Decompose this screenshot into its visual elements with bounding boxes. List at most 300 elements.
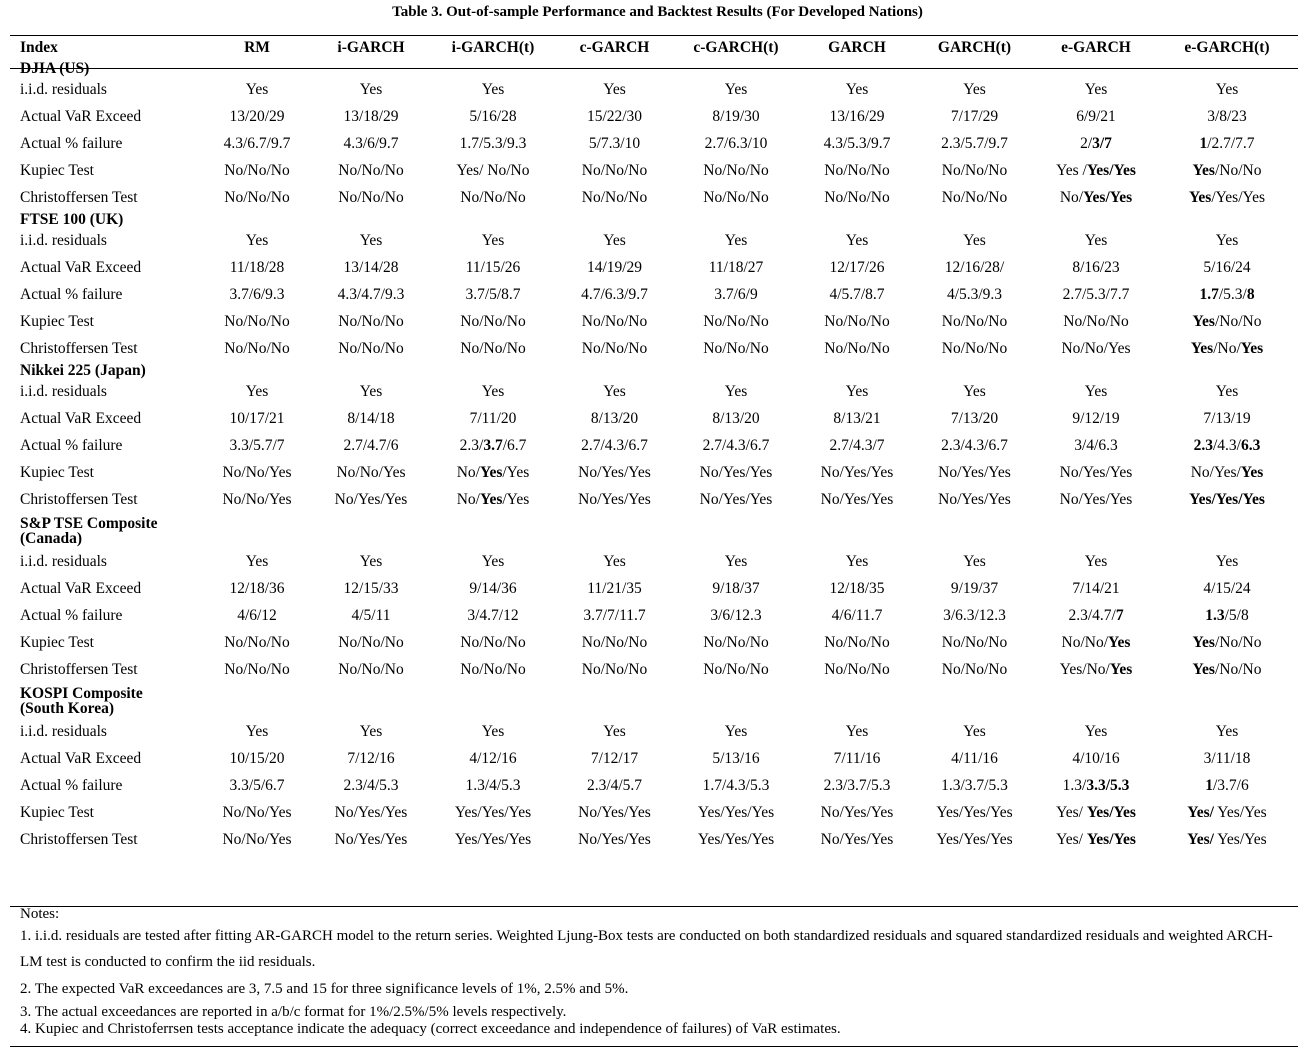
table-cell: No/No/Yes [222, 830, 292, 848]
table-cell: Yes [603, 382, 626, 400]
group-name: DJIA (US) [20, 59, 90, 77]
table-cell: Yes [724, 722, 748, 740]
row-label: Kupiec Test [20, 312, 94, 330]
table-cell: No/No/No [338, 339, 404, 357]
table-cell: 12/18/35 [829, 579, 885, 597]
notes-bottom-rule [10, 1046, 1298, 1047]
table-cell: Yes [603, 722, 626, 740]
group-row [10, 362, 1298, 378]
table-cell: Yes/ Yes/Yes [1056, 830, 1136, 848]
table-cell: 14/19/29 [586, 258, 643, 276]
table-cell: 3.7/7/11.7 [583, 606, 646, 624]
table-cell: 3.3/5.7/7 [229, 436, 285, 454]
group-name: Nikkei 225 (Japan) [20, 361, 146, 379]
table-cell: Yes/Yes/Yes [936, 803, 1013, 821]
table-cell: 10/15/20 [229, 749, 285, 767]
row-label: i.i.d. residuals [20, 382, 107, 400]
table-row [10, 157, 1298, 184]
table-cell: 3/4/6.3 [1074, 436, 1118, 454]
table-cell: Yes [603, 231, 626, 249]
group-label [10, 362, 1298, 378]
table-cell: 2.3/4.3/6.3 [1193, 436, 1261, 454]
table-cell: 2.7/5.3/7.7 [1062, 285, 1130, 303]
table-cell: No/Yes/Yes [578, 463, 651, 481]
table-cell: 7/17/29 [950, 107, 999, 125]
table-cell: Yes [1084, 231, 1108, 249]
table-cell: 4/5.3/9.3 [946, 285, 1003, 303]
table-cell: 2.7/4.3/6.7 [581, 436, 648, 454]
table-row [10, 602, 1298, 629]
table-row [10, 281, 1298, 308]
table-cell: Yes [245, 382, 269, 400]
group-name: FTSE 100 (UK) [20, 210, 124, 228]
table-cell: 2.3/4.3/6.7 [941, 436, 1008, 454]
table-cell: No/Yes/Yes [334, 803, 408, 821]
table-cell: No/No/No [581, 312, 648, 330]
table-cell: 8/19/30 [712, 107, 760, 125]
table-row [10, 76, 1298, 103]
table-cell: Yes [1084, 722, 1108, 740]
table-row [10, 405, 1298, 432]
table-cell: No/No/No [581, 660, 648, 678]
table-cell: 2.7/4.3/7 [829, 436, 885, 454]
row-label: i.i.d. residuals [20, 231, 107, 249]
table-cell: 4/10/16 [1072, 749, 1120, 767]
table-cell: No/No/No [581, 633, 648, 651]
row-label: Christoffersen Test [20, 490, 138, 508]
table-cell: Yes [359, 552, 383, 570]
table-cell: Yes/No/No [1192, 633, 1262, 651]
table-cell: No/Yes/Yes [699, 490, 773, 508]
header-row [10, 35, 1298, 60]
table-cell: Yes /Yes/Yes [1056, 161, 1136, 179]
table-cell: 8/13/20 [590, 409, 639, 427]
table-row [10, 459, 1298, 486]
table-cell: No/No/No [460, 312, 526, 330]
table-cell: No/Yes/Yes [699, 463, 773, 481]
table-cell: Yes [724, 80, 748, 98]
table-cell: Yes [481, 552, 505, 570]
row-label: Actual % failure [20, 776, 123, 794]
table-cell: 8/16/23 [1072, 258, 1120, 276]
table-cell: 4/6/12 [237, 606, 277, 624]
table-cell: Yes/Yes/Yes [454, 830, 532, 848]
row-label: Actual VaR Exceed [20, 107, 142, 125]
table-cell: Yes [245, 231, 269, 249]
table-row [10, 227, 1298, 254]
table-cell: Yes [963, 552, 986, 570]
table-cell: No/Yes/Yes [578, 830, 651, 848]
table-cell: 3/11/18 [1203, 749, 1251, 767]
table-cell: 7/11/20 [469, 409, 517, 427]
row-label: Christoffersen Test [20, 188, 138, 206]
table-cell: 13/16/29 [829, 107, 885, 125]
table-cell: No/No/No [824, 633, 890, 651]
header-cell: e-GARCH(t) [1184, 38, 1270, 56]
header-cell-index: Index [20, 38, 58, 56]
table-cell: 2.3/4/5.3 [343, 776, 399, 794]
table-cell: No/No/No [703, 633, 769, 651]
table-cell: No/No/No [824, 161, 890, 179]
table-cell: 1/3.7/6 [1205, 776, 1249, 794]
table-row [10, 575, 1298, 602]
table-cell: 12/17/26 [829, 258, 885, 276]
header-cell: e-GARCH [1061, 38, 1131, 56]
table-cell: No/Yes/Yes [456, 463, 530, 481]
table-cell: 2.3/5.7/9.7 [941, 134, 1008, 152]
table-cell: 7/12/17 [590, 749, 639, 767]
table-cell: 5/16/28 [469, 107, 517, 125]
table-cell: Yes [845, 722, 869, 740]
row-label: Actual % failure [20, 134, 123, 152]
table-cell: 3.7/6/9.3 [229, 285, 285, 303]
row-label: Christoffersen Test [20, 830, 138, 848]
table-cell: No/Yes/Yes [334, 490, 408, 508]
table-cell: 5/13/16 [712, 749, 760, 767]
row-label: Actual VaR Exceed [20, 579, 142, 597]
table-cell: 4.3/6/9.7 [343, 134, 399, 152]
table-cell: No/No/No [224, 161, 290, 179]
table-cell: Yes [724, 382, 748, 400]
table-cell: No/No/No [941, 339, 1008, 357]
table-cell: Yes [724, 552, 748, 570]
table-cell: 7/12/16 [347, 749, 395, 767]
table-row [10, 745, 1298, 772]
table-row [10, 656, 1298, 683]
table-cell: Yes [359, 231, 383, 249]
header-cell: c-GARCH(t) [693, 38, 779, 56]
table-row [10, 184, 1298, 211]
table-cell: No/Yes/Yes [820, 490, 894, 508]
table-cell: Yes [245, 552, 269, 570]
table-cell: Yes [1084, 80, 1108, 98]
table-cell: No/No/Yes [1061, 339, 1131, 357]
table-cell: 4/5.7/8.7 [829, 285, 885, 303]
table-cell: 15/22/30 [586, 107, 643, 125]
table-cell: Yes [481, 382, 505, 400]
table-cell: 11/21/35 [587, 579, 642, 597]
table-cell: 2.7/4.3/6.7 [702, 436, 770, 454]
header-cell: i-GARCH [337, 38, 405, 56]
table-cell: 4/11/16 [951, 749, 998, 767]
table-cell: 11/18/28 [229, 258, 285, 276]
group-name: KOSPI Composite [20, 685, 143, 702]
table-cell: Yes [245, 80, 269, 98]
table-cell: No/No/No [338, 660, 404, 678]
table-cell: Yes/No/No [1192, 161, 1262, 179]
table-cell: No/Yes/Yes [578, 803, 651, 821]
table-cell: Yes [963, 722, 986, 740]
table-cell: 11/15/26 [465, 258, 521, 276]
table-cell: Yes [603, 80, 626, 98]
row-label: Actual VaR Exceed [20, 749, 142, 767]
note-1: 1. i.i.d. residuals are tested after fitting AR-GARCH model to the return series. Weighted Ljung-Box tests are conducted on both standardized residuals and squared standardized residuals and weighted ARCH-LM test is conducted to confirm the iid residuals. [20, 928, 1273, 970]
table-cell: 12/16/28/ [944, 258, 1005, 276]
row-label: i.i.d. residuals [20, 552, 107, 570]
table-cell: No/No/No [224, 339, 290, 357]
table-cell: No/No/No [703, 188, 769, 206]
table-cell: Yes [481, 80, 505, 98]
table-cell: 1.3/5/8 [1205, 606, 1249, 624]
row-label: Christoffersen Test [20, 660, 138, 678]
table-body [10, 60, 1298, 853]
table-cell: No/Yes/Yes [1059, 463, 1133, 481]
table-cell: No/No/No [224, 312, 290, 330]
table-row [10, 103, 1298, 130]
group-row [10, 60, 1298, 76]
table-cell: No/Yes/Yes [938, 490, 1011, 508]
group-label [10, 513, 1298, 548]
table-cell: 2.3/4/5.7 [586, 776, 643, 794]
table-cell: Yes/Yes/Yes [1188, 188, 1266, 206]
table-cell: 7/14/21 [1072, 579, 1120, 597]
table-cell: 2.3/4.7/7 [1068, 606, 1124, 624]
table-cell: Yes [845, 552, 869, 570]
table-cell: No/No/No [224, 188, 290, 206]
table-cell: No/Yes/Yes [334, 830, 408, 848]
table-cell: No/No/No [338, 312, 404, 330]
table-cell: No/No/No [338, 188, 404, 206]
table-cell: 4/15/24 [1203, 579, 1251, 597]
table-cell: Yes [1215, 231, 1239, 249]
table-cell: No/Yes/Yes [1059, 188, 1133, 206]
table-cell: No/Yes/Yes [820, 463, 894, 481]
table-cell: No/No/No [824, 188, 890, 206]
table-cell: 4.3/5.3/9.7 [823, 134, 891, 152]
group-row [10, 211, 1298, 227]
group-label [10, 683, 1298, 718]
table-cell: 5/7.3/10 [588, 134, 641, 152]
table-cell: Yes [359, 80, 383, 98]
note-2: 2. The expected VaR exceedances are 3, 7.5 and 15 for three significance levels of 1%, 2.5% and 5%. [20, 981, 629, 997]
table-cell: Yes/No/No [1192, 312, 1262, 330]
table-cell: Yes/ Yes/Yes [1187, 830, 1267, 848]
table-cell: 3.7/6/9 [714, 285, 758, 303]
table-cell: 4/6/11.7 [831, 606, 883, 624]
note-3: 3. The actual exceedances are reported in a/b/c format for 1%/2.5%/5% levels respectively. [20, 1004, 567, 1020]
table-cell: 6/9/21 [1076, 107, 1116, 125]
table-cell: 3/4.7/12 [467, 606, 519, 624]
table-cell: No/No/Yes [336, 463, 406, 481]
note-4: 4. Kupiec and Christoferrsen tests acceptance indicate the adequacy (correct exceedance and independence of failures) of VaR estimates. [20, 1021, 841, 1037]
table-row [10, 254, 1298, 281]
table-cell: Yes [1215, 80, 1239, 98]
table-cell: Yes/ Yes/Yes [1056, 803, 1136, 821]
row-label: Kupiec Test [20, 161, 94, 179]
table-cell: 4/12/16 [469, 749, 517, 767]
table-cell: No/Yes/Yes [578, 490, 651, 508]
table-cell: No/Yes/Yes [456, 490, 530, 508]
table-cell: 3/6/12.3 [710, 606, 762, 624]
table-cell: No/No/No [703, 339, 769, 357]
table-cell: Yes [603, 552, 626, 570]
table-cell: 7/13/20 [950, 409, 999, 427]
table-row [10, 308, 1298, 335]
table-cell: 8/13/21 [833, 409, 881, 427]
table-cell: No/No/No [581, 161, 648, 179]
table-cell: 5/16/24 [1203, 258, 1251, 276]
group-label [10, 211, 1298, 227]
table-cell: 2.7/4.7/6 [343, 436, 399, 454]
table-cell: No/No/No [581, 339, 648, 357]
table-cell: 7/11/16 [833, 749, 881, 767]
header-cell: GARCH [828, 38, 886, 56]
table-title: Table 3. Out-of-sample Performance and Backtest Results (For Developed Nations) [392, 4, 923, 20]
table-cell: 8/14/18 [347, 409, 395, 427]
table-cell: No/No/No [941, 633, 1008, 651]
row-label: Kupiec Test [20, 633, 94, 651]
table-row [10, 130, 1298, 157]
table-cell: No/No/Yes [222, 490, 292, 508]
table-cell: Yes [963, 382, 986, 400]
table-cell: No/No/Yes [1061, 633, 1131, 651]
table-cell: Yes [845, 382, 869, 400]
table-cell: Yes [845, 80, 869, 98]
table-cell: 2.3/3.7/5.3 [823, 776, 891, 794]
table-cell: 9/12/19 [1072, 409, 1120, 427]
table-cell: 4.3/6.7/9.7 [223, 134, 291, 152]
group-name-country: (Canada) [20, 530, 83, 547]
table-cell: Yes/Yes/Yes [1189, 490, 1265, 508]
notes [20, 906, 1290, 1038]
table-cell: 13/18/29 [343, 107, 399, 125]
table-cell: No/Yes/Yes [1059, 490, 1133, 508]
row-label: i.i.d. residuals [20, 722, 107, 740]
table-cell: 9/14/36 [469, 579, 517, 597]
table-cell: Yes [1215, 552, 1239, 570]
table-cell: 4/5/11 [351, 606, 391, 624]
table-cell: 12/18/36 [229, 579, 285, 597]
table-cell: Yes/Yes/Yes [697, 803, 775, 821]
table-row [10, 548, 1298, 575]
table-row [10, 486, 1298, 513]
table-cell: Yes [1084, 382, 1108, 400]
table-cell: No/No/No [460, 633, 526, 651]
table-cell: No/Yes/Yes [1190, 463, 1264, 481]
table-cell: No/No/No [224, 660, 290, 678]
row-label: Christoffersen Test [20, 339, 138, 357]
table-row [10, 629, 1298, 656]
table-cell: 3.7/5/8.7 [465, 285, 521, 303]
table-cell: No/Yes/Yes [820, 830, 894, 848]
table-cell: No/No/No [703, 161, 769, 179]
results-table [10, 35, 1298, 853]
table-cell: 1.7/5.3/9.3 [459, 134, 527, 152]
row-label: i.i.d. residuals [20, 80, 107, 98]
table-cell: No/No/No [941, 161, 1008, 179]
row-label: Actual % failure [20, 436, 123, 454]
table-cell: 8/13/20 [712, 409, 760, 427]
table-cell: 11/18/27 [708, 258, 764, 276]
table-cell: No/No/No [460, 339, 526, 357]
table-cell: Yes [963, 231, 986, 249]
table-cell: No/No/No [824, 312, 890, 330]
group-name: S&P TSE Composite [20, 515, 158, 532]
table-cell: Yes/Yes/Yes [697, 830, 775, 848]
table-cell: No/Yes/Yes [938, 463, 1011, 481]
row-label: Actual VaR Exceed [20, 409, 142, 427]
table-cell: 4.3/4.7/9.3 [337, 285, 405, 303]
table-cell: No/No/No [460, 188, 526, 206]
table-row [10, 378, 1298, 405]
table-cell: Yes/No/Yes [1190, 339, 1264, 357]
table-cell: Yes [481, 722, 505, 740]
table-cell: Yes/No/No [1192, 660, 1262, 678]
table-cell: 4.7/6.3/9.7 [581, 285, 648, 303]
table-row [10, 772, 1298, 799]
table-cell: No/No/No [941, 660, 1008, 678]
table-cell: Yes [1215, 382, 1239, 400]
table-cell: Yes [245, 722, 269, 740]
table-cell: 9/18/37 [712, 579, 760, 597]
table-cell: Yes/Yes/Yes [454, 803, 532, 821]
table-cell: Yes [359, 382, 383, 400]
table-cell: 3.3/5/6.7 [229, 776, 285, 794]
table-cell: Yes [1084, 552, 1108, 570]
header-cell: c-GARCH [579, 38, 650, 56]
table-cell: 12/15/33 [343, 579, 399, 597]
table-cell: Yes [724, 231, 748, 249]
table-cell: 1.3/3.7/5.3 [941, 776, 1008, 794]
row-label: Kupiec Test [20, 803, 94, 821]
table-cell: No/No/No [338, 161, 404, 179]
table-cell: No/No/No [1063, 312, 1129, 330]
table-cell: 1.7/4.3/5.3 [702, 776, 770, 794]
group-row [10, 683, 1298, 718]
table-cell: 1.3/4/5.3 [465, 776, 521, 794]
table-cell: Yes/ Yes/Yes [1187, 803, 1267, 821]
table-cell: 2.3/3.7/6.7 [459, 436, 527, 454]
table-cell: 2.7/6.3/10 [704, 134, 768, 152]
table-cell: 1/2.7/7.7 [1199, 134, 1255, 152]
table-cell: No/No/Yes [222, 463, 292, 481]
row-label: Actual % failure [20, 606, 123, 624]
group-row [10, 513, 1298, 548]
table-cell: No/No/No [703, 312, 769, 330]
table-row [10, 799, 1298, 826]
table-cell: No/No/No [824, 339, 890, 357]
table-row [10, 432, 1298, 459]
row-label: Actual VaR Exceed [20, 258, 142, 276]
table-cell: Yes/No/Yes [1059, 660, 1133, 678]
group-name-country: (South Korea) [20, 700, 115, 717]
table-row [10, 335, 1298, 362]
table-cell: 3/6.3/12.3 [943, 606, 1006, 624]
header-cell: RM [244, 38, 270, 56]
header-cell: GARCH(t) [937, 38, 1012, 56]
table-cell: Yes [1215, 722, 1239, 740]
table-cell: 13/20/29 [229, 107, 285, 125]
table-cell: No/No/No [224, 633, 290, 651]
table-cell: 10/17/21 [229, 409, 285, 427]
table-cell: Yes [481, 231, 505, 249]
table-row [10, 718, 1298, 745]
notes-heading: Notes: [20, 906, 60, 922]
table-cell: No/No/No [338, 633, 404, 651]
table-cell: Yes [845, 231, 869, 249]
table-cell: No/No/No [460, 660, 526, 678]
table-cell: 7/13/19 [1203, 409, 1251, 427]
table-cell: No/Yes/Yes [820, 803, 894, 821]
table-cell: 1.3/3.3/5.3 [1062, 776, 1130, 794]
table-cell: Yes/ No/No [456, 161, 530, 179]
table-cell: Yes/Yes/Yes [936, 830, 1013, 848]
table-cell: 9/19/37 [950, 579, 999, 597]
header-cell: i-GARCH(t) [451, 38, 535, 56]
group-label [10, 60, 1298, 76]
table-cell: No/No/No [703, 660, 769, 678]
table-row [10, 826, 1298, 853]
